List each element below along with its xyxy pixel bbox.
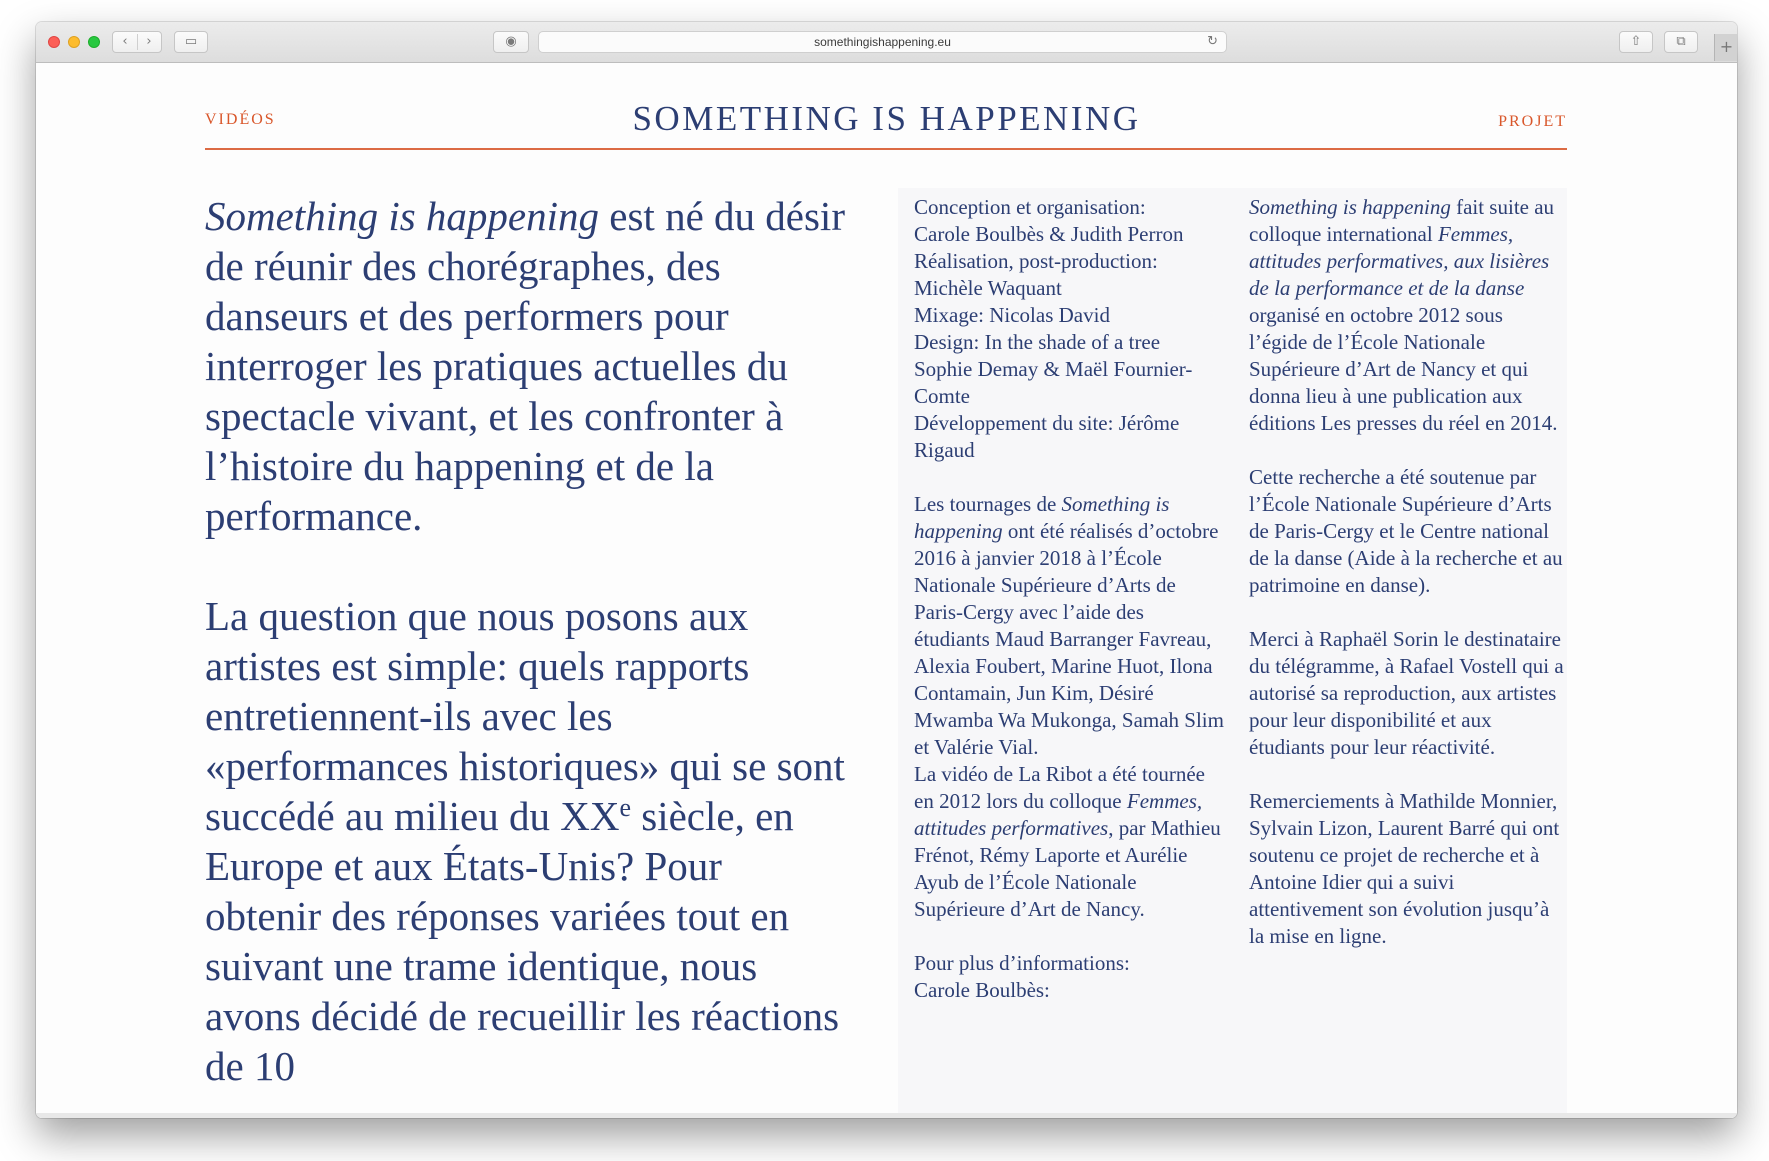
address-bar[interactable] [538, 31, 1227, 53]
show-tabs-button[interactable] [1664, 31, 1698, 53]
sidebar-toggle-button[interactable] [174, 31, 208, 53]
info-text: Pour plus d’informations: [914, 951, 1130, 975]
century-superscript: e [619, 793, 631, 822]
nav-link-projet[interactable]: PROJET [1498, 113, 1567, 130]
reload-icon[interactable]: ↻ [1207, 34, 1218, 49]
credit-line: Développement du site: Jérôme Rigaud [914, 411, 1180, 462]
contact-name: Carole Boulbès: [914, 978, 1050, 1002]
url-text: somethingishappening.eu [814, 35, 951, 49]
about-paragraph-2: Cette recherche a été soutenue par l’École Nationale Supérieure d’Arts de Paris-Cergy et le Centre national de la danse (Aide à la recherche et au patrimoine en danse). [1249, 465, 1563, 597]
site-title: SOMETHING IS HAPPENING [632, 99, 1141, 138]
credits-column [914, 194, 1224, 1031]
intro-text [205, 191, 845, 1118]
nav-divider [137, 34, 138, 50]
intro-paragraph-1 [205, 191, 845, 541]
minimize-window-button[interactable] [68, 36, 80, 48]
zoom-window-button[interactable] [88, 36, 100, 48]
about-text-b: organisé en octobre 2012 sous l’égide de l’École Nationale Supérieure d’Art de Nancy et qui donna lieu à une publication aux éditions Les presses du réel en 2014. [1249, 303, 1558, 435]
ribot-paragraph [914, 761, 1224, 923]
page-bottom-edge [36, 1113, 1737, 1118]
about-paragraph-4: Remerciements à Mathilde Monnier, Sylvain Lizon, Laurent Barré qui ont soutenu ce projet de recherche et à Antoine Idier qui a suivi attentivement son évolution jusqu’à la mise en ligne. [1249, 789, 1560, 948]
about-italic-title: Something is happening [1249, 195, 1451, 219]
credit-line: Réalisation, post-production: [914, 249, 1158, 273]
about-column [1249, 194, 1565, 977]
privacy-report-button[interactable] [493, 31, 529, 53]
about-text-a: fait suite au colloque international [1249, 195, 1555, 246]
tournages-text-a: Les tournages de [914, 492, 1062, 516]
intro-p2-text-a: La question que nous posons aux artistes est simple: quels rapports entretiennent-ils avec les «performances historiques» qui se sont succédé au milieu du XX [205, 593, 845, 839]
tournages-paragraph [914, 491, 1224, 761]
credit-line: Carole Boulbès & Judith Perron [914, 222, 1184, 246]
sidebar-icon: ▭ [184, 34, 198, 49]
intro-italic-title: Something is happening [205, 193, 600, 239]
credit-line: Mixage: Nicolas David [914, 303, 1110, 327]
tabs-icon: ⧉ [1676, 34, 1686, 49]
credit-line: Sophie Demay & Maël Fournier-Comte [914, 357, 1193, 408]
share-icon: ⇧ [1630, 34, 1642, 49]
ribot-italic: Femmes, attitudes performatives [914, 789, 1203, 840]
web-page [36, 63, 1737, 1118]
ribot-text-a: La vidéo de La Ribot a été tournée en 2012 lors du colloque [914, 762, 1205, 813]
new-tab-button[interactable] [1714, 34, 1737, 61]
about-paragraph-1 [1249, 194, 1565, 437]
intro-p2-text-b: siècle, en Europe et aux États-Unis? Pour obtenir des réponses variées tout en suivant une trame identique, nous avons décidé de recueillir les réactions de 10 [205, 793, 840, 1089]
tournages-italic: Something is happening [914, 492, 1170, 543]
forward-icon[interactable]: › [146, 34, 152, 49]
share-button[interactable] [1619, 31, 1653, 53]
privacy-icon: ◉ [505, 34, 517, 49]
intro-paragraph-2 [205, 591, 845, 1091]
credits-list [914, 194, 1224, 464]
credit-line: Michèle Waquant [914, 276, 1062, 300]
credit-line: Design: In the shade of a tree [914, 330, 1161, 354]
header-divider [205, 148, 1567, 150]
back-icon[interactable]: ‹ [122, 34, 128, 49]
close-window-button[interactable] [48, 36, 60, 48]
intro-p1-text: est né du désir de réunir des chorégraphes, des danseurs et des performers pour interroger les pratiques actuelles du spectacle vivant, et les confronter à l’histoire du happening et de la performance. [205, 193, 845, 539]
info-paragraph [914, 950, 1224, 1004]
browser-window [36, 22, 1737, 1118]
credit-line: Conception et organisation: [914, 195, 1146, 219]
browser-toolbar [36, 22, 1737, 63]
navigation-buttons [112, 31, 162, 53]
ribot-text-b: , par Mathieu Frénot, Rémy Laporte et Aurélie Ayub de l’École Nationale Supérieure d’Art de Nancy. [914, 816, 1221, 921]
nav-link-videos[interactable]: VIDÉOS [205, 111, 276, 128]
plus-icon: + [1719, 37, 1734, 56]
tournages-text-b: ont été réalisés d’octobre 2016 à janvier 2018 à l’École Nationale Supérieure d’Arts de Paris-Cergy avec l’aide des étudiants Maud Barranger Favreau, Alexia Foubert, Marine Huot, Ilona Contamain, Jun Kim, Désiré Mwamba Wa Mukonga, Samah Slim et Valérie Vial. [914, 519, 1224, 759]
colloque-italic: Femmes, attitudes performatives, aux lisières de la performance et de la danse [1249, 222, 1550, 300]
about-paragraph-3: Merci à Raphaël Sorin le destinataire du télégramme, à Rafael Vostell qui a autorisé sa reproduction, aux artistes pour leur disponibilité et aux étudiants pour leur réactivité. [1249, 627, 1564, 759]
